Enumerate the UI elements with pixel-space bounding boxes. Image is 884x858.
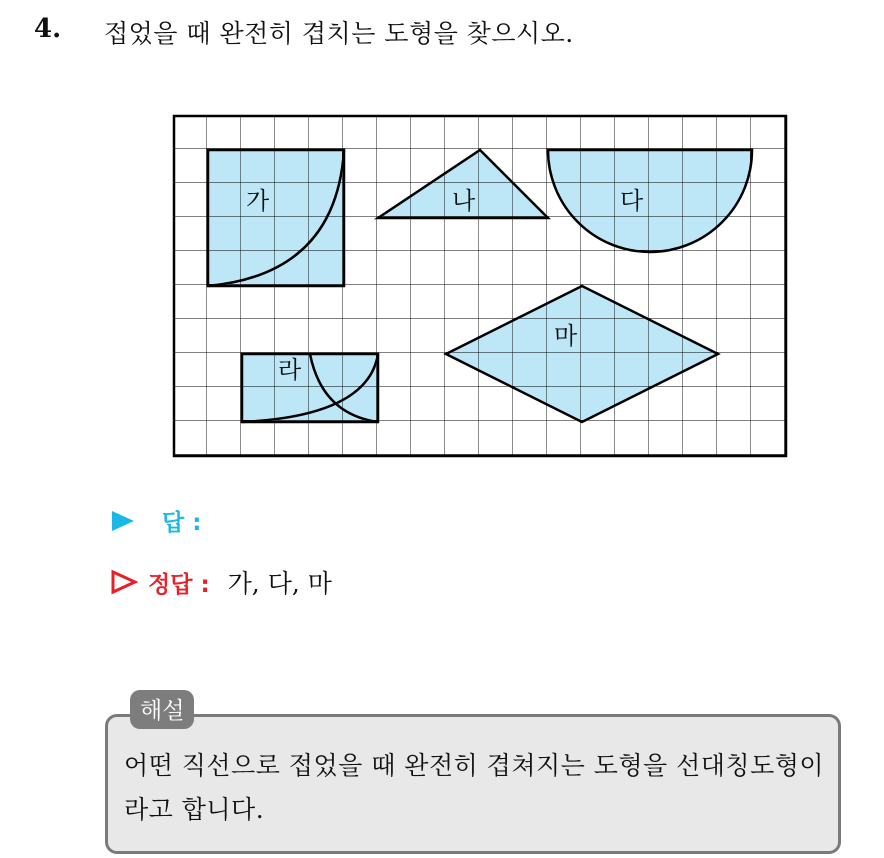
correct-answer-row	[110, 564, 332, 600]
label-ra: 라	[278, 356, 302, 384]
solution-text: 어떤 직선으로 접었을 때 완전히 겹쳐지는 도형을 선대칭도형이라고 합니다.	[124, 751, 825, 824]
answer-row	[110, 504, 201, 537]
label-ga: 가	[246, 187, 270, 215]
label-da: 다	[620, 187, 644, 215]
label-na: 나	[452, 187, 476, 215]
outline-triangle-icon	[110, 569, 138, 595]
solution-tag: 해설	[130, 690, 194, 729]
shapes-figure	[172, 114, 790, 458]
correct-answer-value: 가, 다, 마	[227, 569, 332, 598]
answer-label: 답 :	[162, 510, 202, 536]
label-ma: 마	[554, 322, 578, 350]
filled-triangle-icon	[110, 509, 136, 533]
question-number: 4.	[34, 14, 62, 44]
question-text: 접었을 때 완전히 겹치는 도형을 찾으시오.	[104, 19, 574, 48]
correct-answer-label: 정답 :	[148, 571, 210, 598]
